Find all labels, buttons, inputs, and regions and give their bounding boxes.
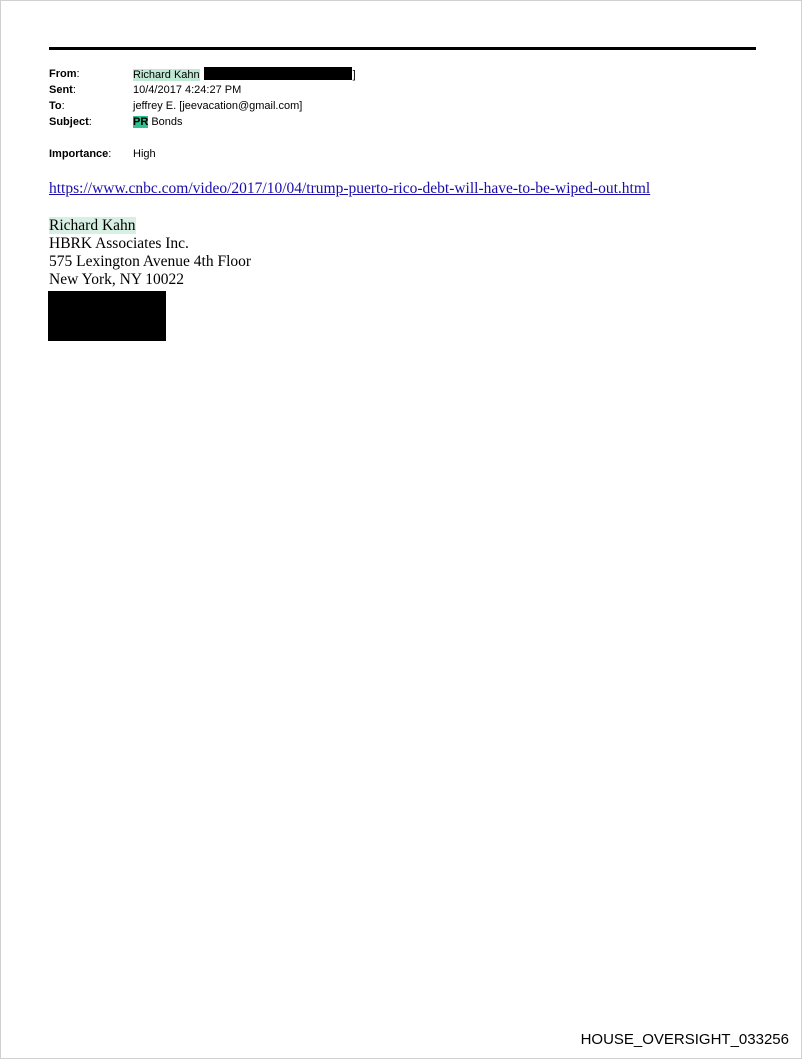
body-link[interactable]: https://www.cnbc.com/video/2017/10/04/trump-puerto-rico-debt-will-have-to-be-wiped-out.html [49, 180, 651, 197]
from-label: From: [49, 68, 80, 80]
from-bracket: ] [352, 69, 356, 81]
bates-number: HOUSE_OVERSIGHT_033256 [580, 1031, 789, 1048]
signature-address-line1: 575 Lexington Avenue 4th Floor [49, 253, 252, 270]
from-value [133, 67, 356, 82]
signature-redaction [48, 291, 166, 341]
signature-address-line2: New York, NY 10022 [49, 271, 185, 288]
sent-label: Sent: [49, 84, 76, 96]
subject-label: Subject: [49, 116, 92, 128]
signature-name: Richard Kahn [49, 217, 136, 234]
from-email-redaction [204, 67, 352, 80]
to-label: To: [49, 100, 65, 112]
header-rule [49, 47, 756, 50]
signature-block [49, 217, 251, 289]
subject-text: Bonds [151, 116, 183, 128]
from-name: Richard Kahn [133, 69, 200, 81]
importance-value: High [133, 148, 156, 160]
sent-value: 10/4/2017 4:24:27 PM [133, 84, 242, 96]
signature-company: HBRK Associates Inc. [49, 235, 189, 252]
subject-value [133, 115, 183, 129]
subject-highlight: PR [133, 116, 149, 128]
to-value: jeffrey E. [jeevacation@gmail.com] [133, 100, 303, 112]
importance-label: Importance: [49, 148, 112, 160]
